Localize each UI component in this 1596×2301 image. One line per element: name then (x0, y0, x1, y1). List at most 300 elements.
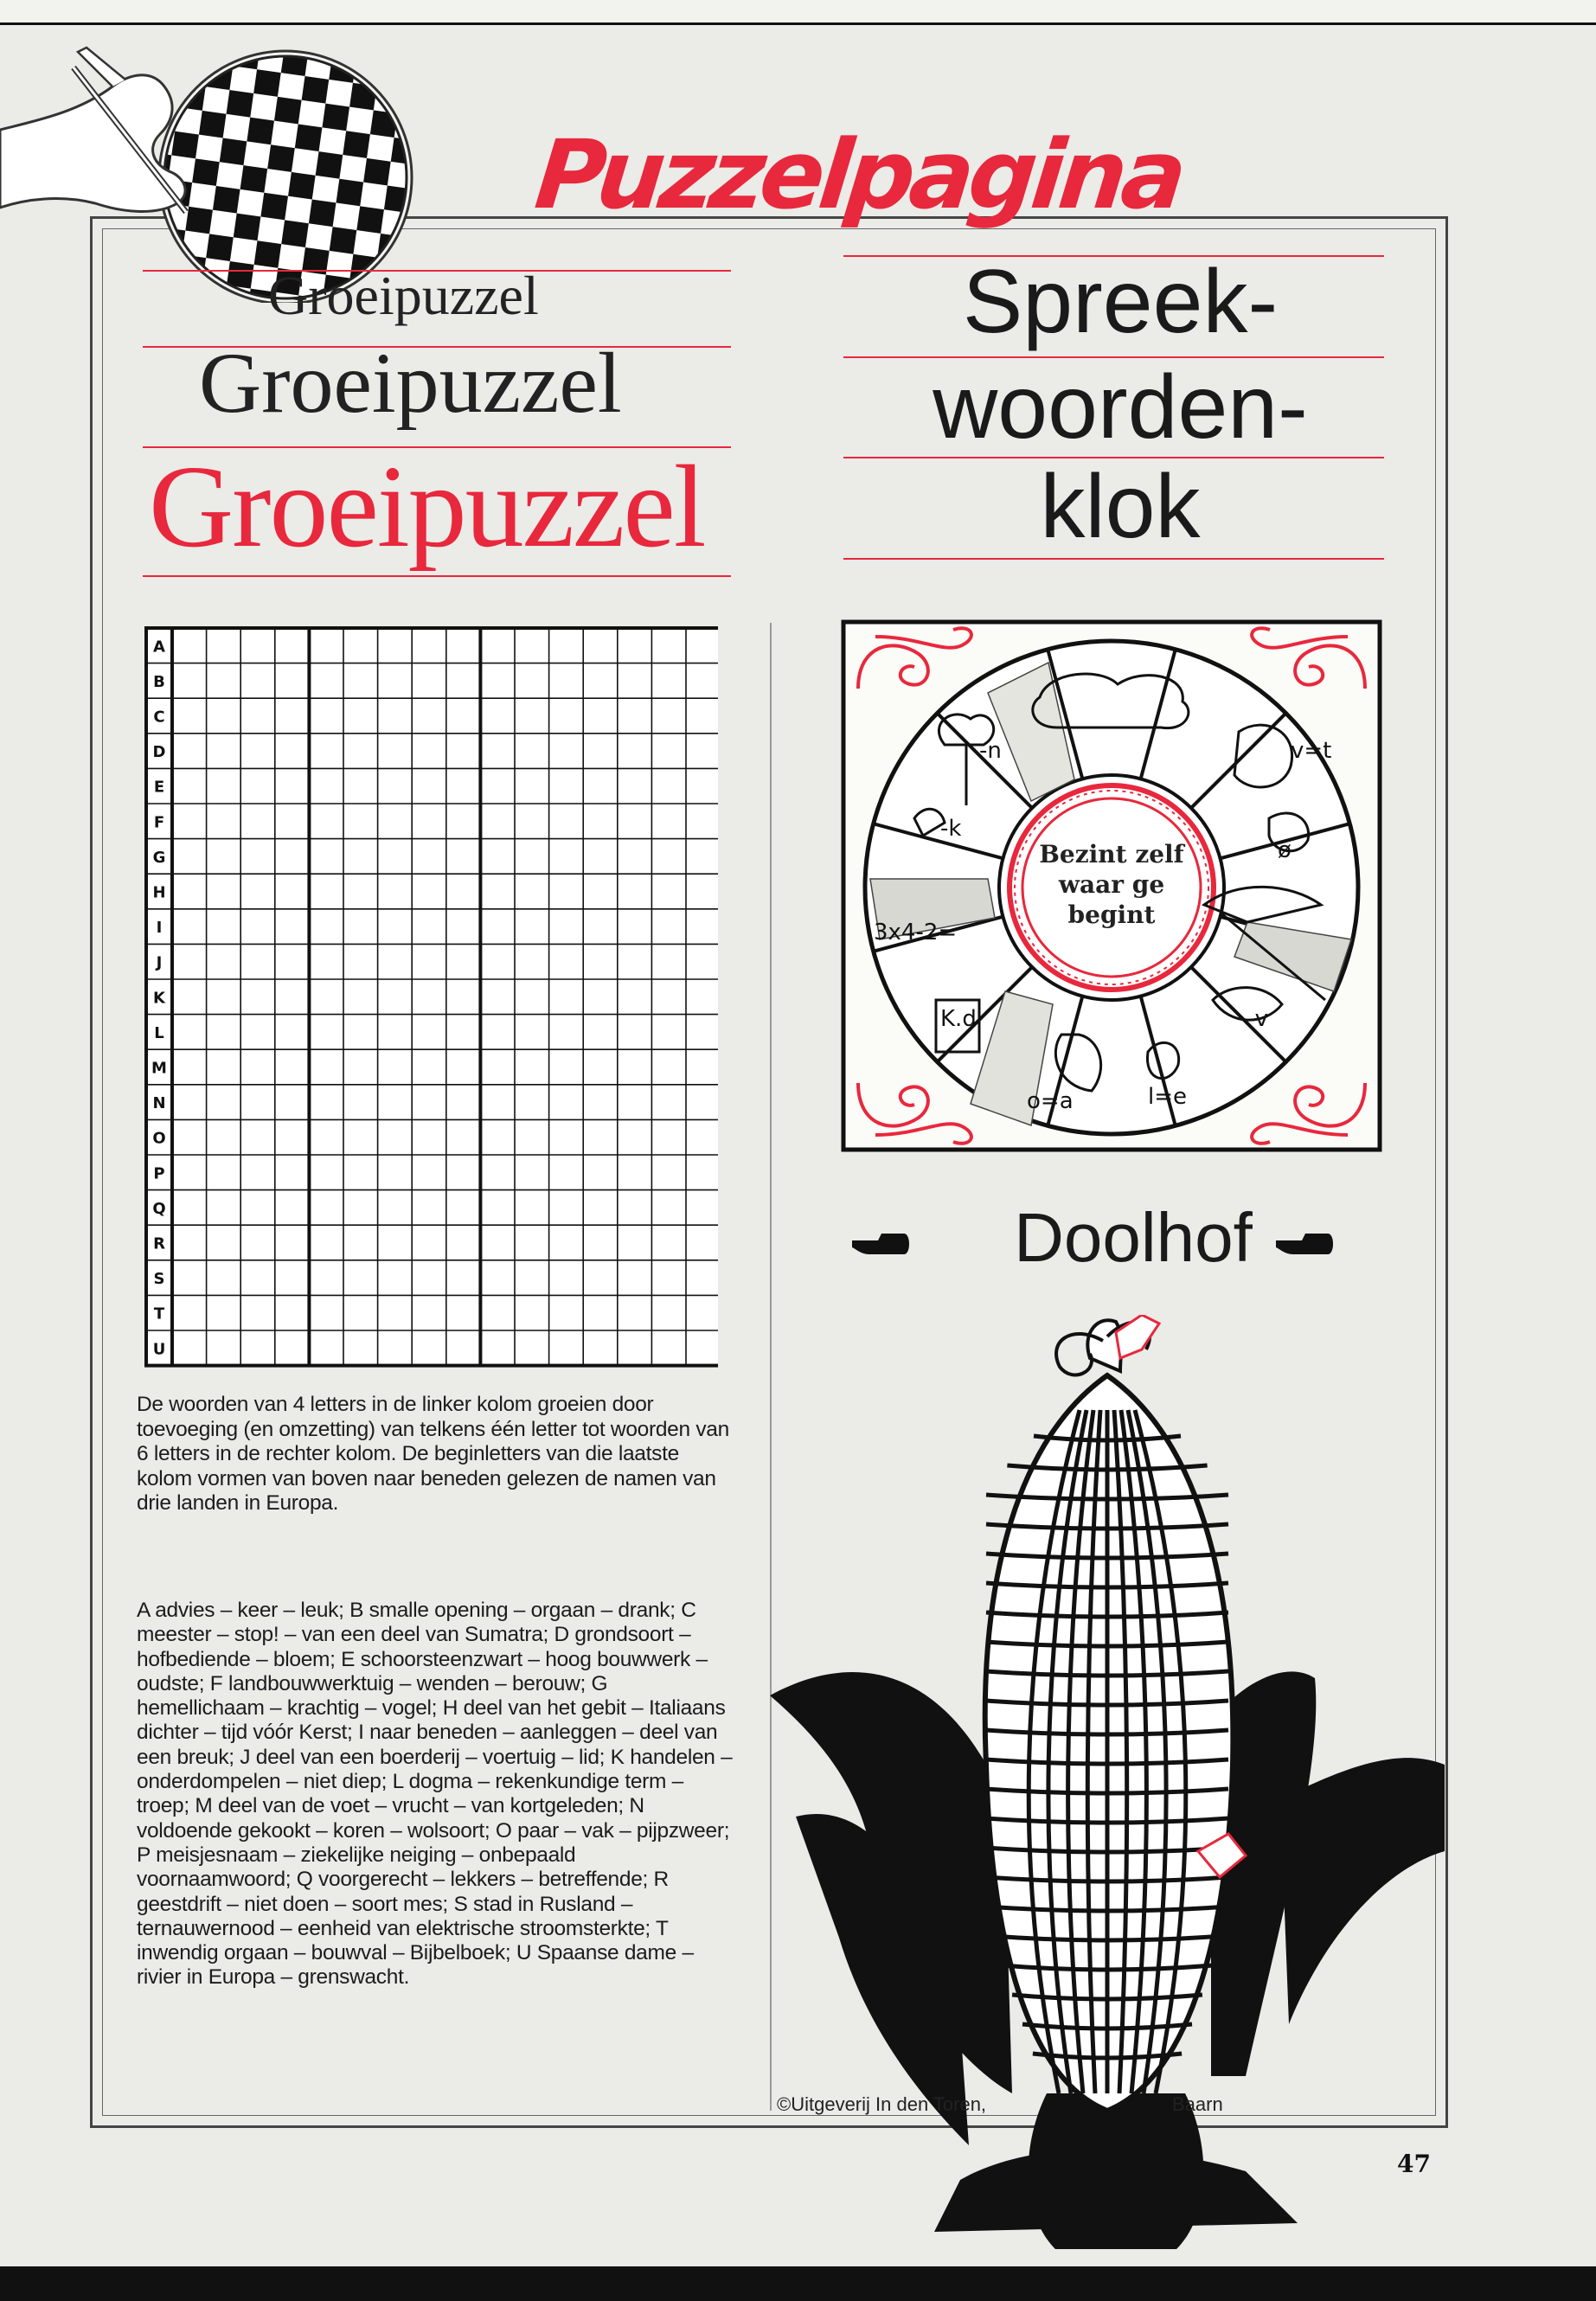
grid-cell[interactable] (653, 1227, 684, 1259)
grid-cell[interactable] (585, 945, 616, 977)
grid-cell[interactable] (380, 805, 411, 837)
grid-cell[interactable] (311, 735, 342, 767)
grid-cell[interactable] (208, 911, 240, 943)
grid-cell[interactable] (380, 700, 411, 732)
grid-cell[interactable] (345, 1297, 376, 1329)
grid-cell[interactable] (516, 911, 548, 943)
grid-cell[interactable] (551, 630, 582, 662)
grid-cell[interactable] (277, 1192, 308, 1224)
grid-cell[interactable] (242, 770, 273, 802)
grid-cell[interactable] (482, 1086, 513, 1118)
grid-cell[interactable] (482, 1121, 513, 1153)
grid-cell[interactable] (516, 770, 548, 802)
grid-cell[interactable] (516, 735, 548, 767)
grid-cell[interactable] (551, 1086, 582, 1118)
grid-cell[interactable] (448, 1297, 479, 1329)
grid-cell[interactable] (448, 911, 479, 943)
grid-cell[interactable] (551, 875, 582, 907)
grid-cell[interactable] (345, 911, 376, 943)
grid-cell[interactable] (413, 1262, 445, 1294)
grid-cell[interactable] (277, 1086, 308, 1118)
grid-cell[interactable] (448, 1051, 479, 1083)
grid-cell[interactable] (413, 665, 445, 697)
grid-cell[interactable] (242, 735, 273, 767)
grid-cell[interactable] (482, 1157, 513, 1189)
grid-cell[interactable] (688, 875, 718, 907)
grid-cell[interactable] (482, 630, 513, 662)
grid-cell[interactable] (482, 735, 513, 767)
grid-cell[interactable] (653, 805, 684, 837)
grid-cell[interactable] (174, 1192, 205, 1224)
grid-cell[interactable] (448, 841, 479, 873)
grid-cell[interactable] (413, 1157, 445, 1189)
grid-cell[interactable] (653, 945, 684, 977)
grid-cell[interactable] (551, 945, 582, 977)
grid-cell[interactable] (585, 700, 616, 732)
grid-cell[interactable] (516, 981, 548, 1013)
grid-cell[interactable] (619, 945, 651, 977)
grid-cell[interactable] (242, 875, 273, 907)
grid-cell[interactable] (482, 981, 513, 1013)
grid-cell[interactable] (551, 911, 582, 943)
grid-cell[interactable] (174, 841, 205, 873)
grid-cell[interactable] (653, 1192, 684, 1224)
grid-cell[interactable] (345, 1016, 376, 1048)
grid-cell[interactable] (688, 1192, 718, 1224)
grid-cell[interactable] (482, 1051, 513, 1083)
grid-cell[interactable] (551, 1227, 582, 1259)
grid-cell[interactable] (208, 1157, 240, 1189)
grid-cell[interactable] (380, 1016, 411, 1048)
grid-cell[interactable] (516, 1192, 548, 1224)
grid-cell[interactable] (619, 1227, 651, 1259)
grid-cell[interactable] (413, 1086, 445, 1118)
grid-cell[interactable] (482, 1262, 513, 1294)
grid-cell[interactable] (653, 1086, 684, 1118)
grid-cell[interactable] (242, 700, 273, 732)
grid-cell[interactable] (516, 1227, 548, 1259)
grid-cell[interactable] (277, 875, 308, 907)
grid-cell[interactable] (174, 1121, 205, 1153)
grid-cell[interactable] (208, 805, 240, 837)
grid-cell[interactable] (516, 1086, 548, 1118)
grid-cell[interactable] (277, 700, 308, 732)
grid-cell[interactable] (174, 1262, 205, 1294)
grid-cell[interactable] (585, 981, 616, 1013)
grid-cell[interactable] (551, 1121, 582, 1153)
grid-cell[interactable] (208, 875, 240, 907)
grid-cell[interactable] (585, 1332, 616, 1364)
grid-cell[interactable] (551, 770, 582, 802)
grid-cell[interactable] (653, 665, 684, 697)
grid-cell[interactable] (311, 630, 342, 662)
grid-cell[interactable] (413, 735, 445, 767)
grid-cell[interactable] (516, 1297, 548, 1329)
grid-cell[interactable] (516, 945, 548, 977)
grid-cell[interactable] (653, 1262, 684, 1294)
grid-cell[interactable] (516, 875, 548, 907)
grid-cell[interactable] (380, 1192, 411, 1224)
grid-cell[interactable] (585, 805, 616, 837)
grid-cell[interactable] (653, 1051, 684, 1083)
grid-cell[interactable] (551, 1262, 582, 1294)
grid-cell[interactable] (482, 770, 513, 802)
grid-cell[interactable] (380, 1297, 411, 1329)
grid-cell[interactable] (208, 981, 240, 1013)
grid-cell[interactable] (413, 1016, 445, 1048)
grid-cell[interactable] (551, 665, 582, 697)
grid-cell[interactable] (277, 1332, 308, 1364)
grid-cell[interactable] (688, 981, 718, 1013)
grid-cell[interactable] (345, 1332, 376, 1364)
grid-cell[interactable] (653, 770, 684, 802)
grid-cell[interactable] (345, 1121, 376, 1153)
grid-cell[interactable] (311, 945, 342, 977)
grid-cell[interactable] (448, 665, 479, 697)
grid-cell[interactable] (619, 841, 651, 873)
grid-cell[interactable] (277, 981, 308, 1013)
grid-cell[interactable] (345, 945, 376, 977)
grid-cell[interactable] (380, 1051, 411, 1083)
grid-cell[interactable] (208, 1121, 240, 1153)
grid-cell[interactable] (448, 770, 479, 802)
grid-cell[interactable] (653, 911, 684, 943)
grid-cell[interactable] (585, 1016, 616, 1048)
grid-cell[interactable] (482, 875, 513, 907)
grid-cell[interactable] (242, 1157, 273, 1189)
grid-cell[interactable] (380, 1086, 411, 1118)
grid-cell[interactable] (311, 1051, 342, 1083)
grid-cell[interactable] (516, 1332, 548, 1364)
grid-cell[interactable] (482, 700, 513, 732)
grid-cell[interactable] (311, 665, 342, 697)
grid-cell[interactable] (482, 911, 513, 943)
grid-cell[interactable] (448, 735, 479, 767)
grid-cell[interactable] (448, 875, 479, 907)
grid-cell[interactable] (448, 981, 479, 1013)
grid-cell[interactable] (551, 841, 582, 873)
grid-cell[interactable] (482, 1332, 513, 1364)
grid-cell[interactable] (345, 1227, 376, 1259)
grid-cell[interactable] (653, 700, 684, 732)
grid-cell[interactable] (688, 1016, 718, 1048)
grid-cell[interactable] (585, 630, 616, 662)
grid-cell[interactable] (380, 945, 411, 977)
grid-cell[interactable] (208, 665, 240, 697)
grid-cell[interactable] (380, 665, 411, 697)
grid-cell[interactable] (277, 1297, 308, 1329)
grid-cell[interactable] (619, 1051, 651, 1083)
grid-cell[interactable] (242, 945, 273, 977)
grid-cell[interactable] (413, 630, 445, 662)
grid-cell[interactable] (551, 1016, 582, 1048)
grid-cell[interactable] (688, 1121, 718, 1153)
grid-cell[interactable] (619, 981, 651, 1013)
grid-cell[interactable] (585, 735, 616, 767)
grid-cell[interactable] (380, 1157, 411, 1189)
grid-cell[interactable] (448, 630, 479, 662)
grid-cell[interactable] (413, 1051, 445, 1083)
grid-cell[interactable] (413, 911, 445, 943)
grid-cell[interactable] (174, 875, 205, 907)
grid-cell[interactable] (208, 630, 240, 662)
grid-cell[interactable] (345, 1157, 376, 1189)
grid-cell[interactable] (277, 665, 308, 697)
grid-cell[interactable] (380, 1332, 411, 1364)
grid-cell[interactable] (551, 981, 582, 1013)
grid-cell[interactable] (482, 1192, 513, 1224)
grid-cell[interactable] (448, 1227, 479, 1259)
grid-cell[interactable] (380, 1262, 411, 1294)
grid-cell[interactable] (551, 735, 582, 767)
grid-cell[interactable] (413, 875, 445, 907)
grid-cell[interactable] (551, 1192, 582, 1224)
grid-cell[interactable] (585, 875, 616, 907)
grid-cell[interactable] (619, 1016, 651, 1048)
grid-cell[interactable] (242, 1086, 273, 1118)
grid-cell[interactable] (688, 1332, 718, 1364)
grid-cell[interactable] (653, 841, 684, 873)
grid-cell[interactable] (311, 1227, 342, 1259)
grid-cell[interactable] (688, 945, 718, 977)
grid-cell[interactable] (380, 770, 411, 802)
grid-cell[interactable] (311, 1157, 342, 1189)
grid-cell[interactable] (688, 700, 718, 732)
grid-cell[interactable] (688, 911, 718, 943)
grid-cell[interactable] (585, 1297, 616, 1329)
grid-cell[interactable] (380, 981, 411, 1013)
grid-cell[interactable] (174, 1227, 205, 1259)
grid-cell[interactable] (688, 630, 718, 662)
grid-cell[interactable] (277, 1157, 308, 1189)
grid-cell[interactable] (516, 630, 548, 662)
grid-cell[interactable] (208, 945, 240, 977)
grid-cell[interactable] (345, 700, 376, 732)
grid-cell[interactable] (482, 665, 513, 697)
grid-cell[interactable] (277, 841, 308, 873)
grid-cell[interactable] (688, 1086, 718, 1118)
grid-cell[interactable] (311, 1016, 342, 1048)
grid-cell[interactable] (345, 735, 376, 767)
grid-cell[interactable] (585, 1227, 616, 1259)
grid-cell[interactable] (311, 700, 342, 732)
grid-cell[interactable] (688, 1157, 718, 1189)
grid-cell[interactable] (174, 1051, 205, 1083)
grid-cell[interactable] (242, 1016, 273, 1048)
grid-cell[interactable] (242, 1262, 273, 1294)
grid-cell[interactable] (413, 770, 445, 802)
grid-cell[interactable] (551, 1297, 582, 1329)
grid-cell[interactable] (311, 1262, 342, 1294)
grid-cell[interactable] (345, 981, 376, 1013)
grid-cell[interactable] (277, 1262, 308, 1294)
grid-cell[interactable] (208, 1262, 240, 1294)
grid-cell[interactable] (311, 1297, 342, 1329)
grid-cell[interactable] (619, 1121, 651, 1153)
grid-cell[interactable] (448, 1262, 479, 1294)
grid-cell[interactable] (619, 735, 651, 767)
grid-cell[interactable] (242, 1192, 273, 1224)
grid-cell[interactable] (413, 805, 445, 837)
grid-cell[interactable] (448, 700, 479, 732)
grid-cell[interactable] (516, 1262, 548, 1294)
grid-cell[interactable] (585, 1086, 616, 1118)
grid-cell[interactable] (619, 1192, 651, 1224)
grid-cell[interactable] (208, 1051, 240, 1083)
grid-cell[interactable] (174, 1157, 205, 1189)
grid-cell[interactable] (516, 1157, 548, 1189)
grid-cell[interactable] (688, 805, 718, 837)
grid-cell[interactable] (448, 1192, 479, 1224)
grid-cell[interactable] (413, 1192, 445, 1224)
grid-cell[interactable] (174, 805, 205, 837)
grid-cell[interactable] (208, 841, 240, 873)
grid-cell[interactable] (242, 841, 273, 873)
grid-cell[interactable] (311, 1121, 342, 1153)
grid-cell[interactable] (413, 700, 445, 732)
grid-cell[interactable] (345, 1086, 376, 1118)
grid-cell[interactable] (482, 1227, 513, 1259)
grid-cell[interactable] (174, 630, 205, 662)
grid-cell[interactable] (619, 1297, 651, 1329)
grid-cell[interactable] (174, 770, 205, 802)
grid-cell[interactable] (516, 1051, 548, 1083)
grid-cell[interactable] (619, 1262, 651, 1294)
grid-cell[interactable] (277, 630, 308, 662)
grid-cell[interactable] (311, 770, 342, 802)
grid-cell[interactable] (208, 1227, 240, 1259)
grid-cell[interactable] (174, 1016, 205, 1048)
grid-cell[interactable] (551, 1157, 582, 1189)
grid-cell[interactable] (448, 1016, 479, 1048)
grid-cell[interactable] (380, 841, 411, 873)
grid-cell[interactable] (380, 735, 411, 767)
grid-cell[interactable] (653, 1157, 684, 1189)
grid-cell[interactable] (277, 770, 308, 802)
grid-cell[interactable] (345, 805, 376, 837)
grid-cell[interactable] (380, 1227, 411, 1259)
grid-cell[interactable] (619, 1332, 651, 1364)
grid-cell[interactable] (653, 1016, 684, 1048)
grid-cell[interactable] (208, 735, 240, 767)
grid-cell[interactable] (653, 1121, 684, 1153)
grid-cell[interactable] (174, 1332, 205, 1364)
grid-cell[interactable] (242, 911, 273, 943)
grid-cell[interactable] (413, 841, 445, 873)
grid-cell[interactable] (653, 1332, 684, 1364)
grid-cell[interactable] (653, 630, 684, 662)
grid-cell[interactable] (311, 1192, 342, 1224)
grid-cell[interactable] (551, 700, 582, 732)
grid-cell[interactable] (380, 630, 411, 662)
grid-cell[interactable] (345, 665, 376, 697)
grid-cell[interactable] (380, 875, 411, 907)
grid-cell[interactable] (482, 841, 513, 873)
grid-cell[interactable] (242, 665, 273, 697)
grid-cell[interactable] (311, 1332, 342, 1364)
grid-cell[interactable] (619, 1086, 651, 1118)
grid-cell[interactable] (585, 665, 616, 697)
grid-cell[interactable] (174, 911, 205, 943)
grid-cell[interactable] (551, 1332, 582, 1364)
grid-cell[interactable] (174, 981, 205, 1013)
grid-cell[interactable] (413, 1227, 445, 1259)
grid-cell[interactable] (277, 1051, 308, 1083)
grid-cell[interactable] (277, 735, 308, 767)
grid-cell[interactable] (551, 1051, 582, 1083)
grid-cell[interactable] (345, 1262, 376, 1294)
grid-cell[interactable] (413, 981, 445, 1013)
grid-cell[interactable] (482, 805, 513, 837)
grid-cell[interactable] (413, 1332, 445, 1364)
grid-cell[interactable] (619, 875, 651, 907)
grid-cell[interactable] (688, 1297, 718, 1329)
grid-cell[interactable] (516, 805, 548, 837)
grid-cell[interactable] (448, 1121, 479, 1153)
grid-cell[interactable] (653, 981, 684, 1013)
grid-cell[interactable] (208, 1192, 240, 1224)
grid-cell[interactable] (242, 981, 273, 1013)
grid-cell[interactable] (345, 1192, 376, 1224)
grid-cell[interactable] (516, 1016, 548, 1048)
grid-cell[interactable] (448, 1157, 479, 1189)
grid-cell[interactable] (482, 945, 513, 977)
grid-cell[interactable] (516, 665, 548, 697)
grid-cell[interactable] (413, 945, 445, 977)
grid-cell[interactable] (482, 1016, 513, 1048)
grid-cell[interactable] (619, 665, 651, 697)
grid-cell[interactable] (311, 805, 342, 837)
grid-cell[interactable] (688, 735, 718, 767)
grid-cell[interactable] (311, 1086, 342, 1118)
grid-cell[interactable] (242, 1297, 273, 1329)
grid-cell[interactable] (208, 1297, 240, 1329)
grid-cell[interactable] (516, 841, 548, 873)
grid-cell[interactable] (242, 1227, 273, 1259)
grid-cell[interactable] (345, 770, 376, 802)
grid-cell[interactable] (585, 1262, 616, 1294)
grid-cell[interactable] (380, 911, 411, 943)
grid-cell[interactable] (208, 1332, 240, 1364)
grid-cell[interactable] (345, 1051, 376, 1083)
grid-cell[interactable] (619, 805, 651, 837)
grid-cell[interactable] (585, 1121, 616, 1153)
grid-cell[interactable] (688, 1262, 718, 1294)
grid-cell[interactable] (277, 805, 308, 837)
grid-cell[interactable] (585, 841, 616, 873)
grid-cell[interactable] (174, 1297, 205, 1329)
grid-cell[interactable] (277, 945, 308, 977)
grid-cell[interactable] (516, 700, 548, 732)
grid-cell[interactable] (448, 1332, 479, 1364)
grid-cell[interactable] (619, 1157, 651, 1189)
grid-cell[interactable] (174, 945, 205, 977)
grid-cell[interactable] (174, 665, 205, 697)
grid-cell[interactable] (311, 981, 342, 1013)
grid-cell[interactable] (277, 1016, 308, 1048)
grid-cell[interactable] (482, 1297, 513, 1329)
grid-cell[interactable] (380, 1121, 411, 1153)
grid-cell[interactable] (345, 841, 376, 873)
grid-cell[interactable] (174, 700, 205, 732)
grid-cell[interactable] (174, 735, 205, 767)
grid-cell[interactable] (242, 805, 273, 837)
grid-cell[interactable] (413, 1121, 445, 1153)
grid-cell[interactable] (516, 1121, 548, 1153)
grid-cell[interactable] (585, 1051, 616, 1083)
grid-cell[interactable] (448, 1086, 479, 1118)
grid-cell[interactable] (448, 805, 479, 837)
